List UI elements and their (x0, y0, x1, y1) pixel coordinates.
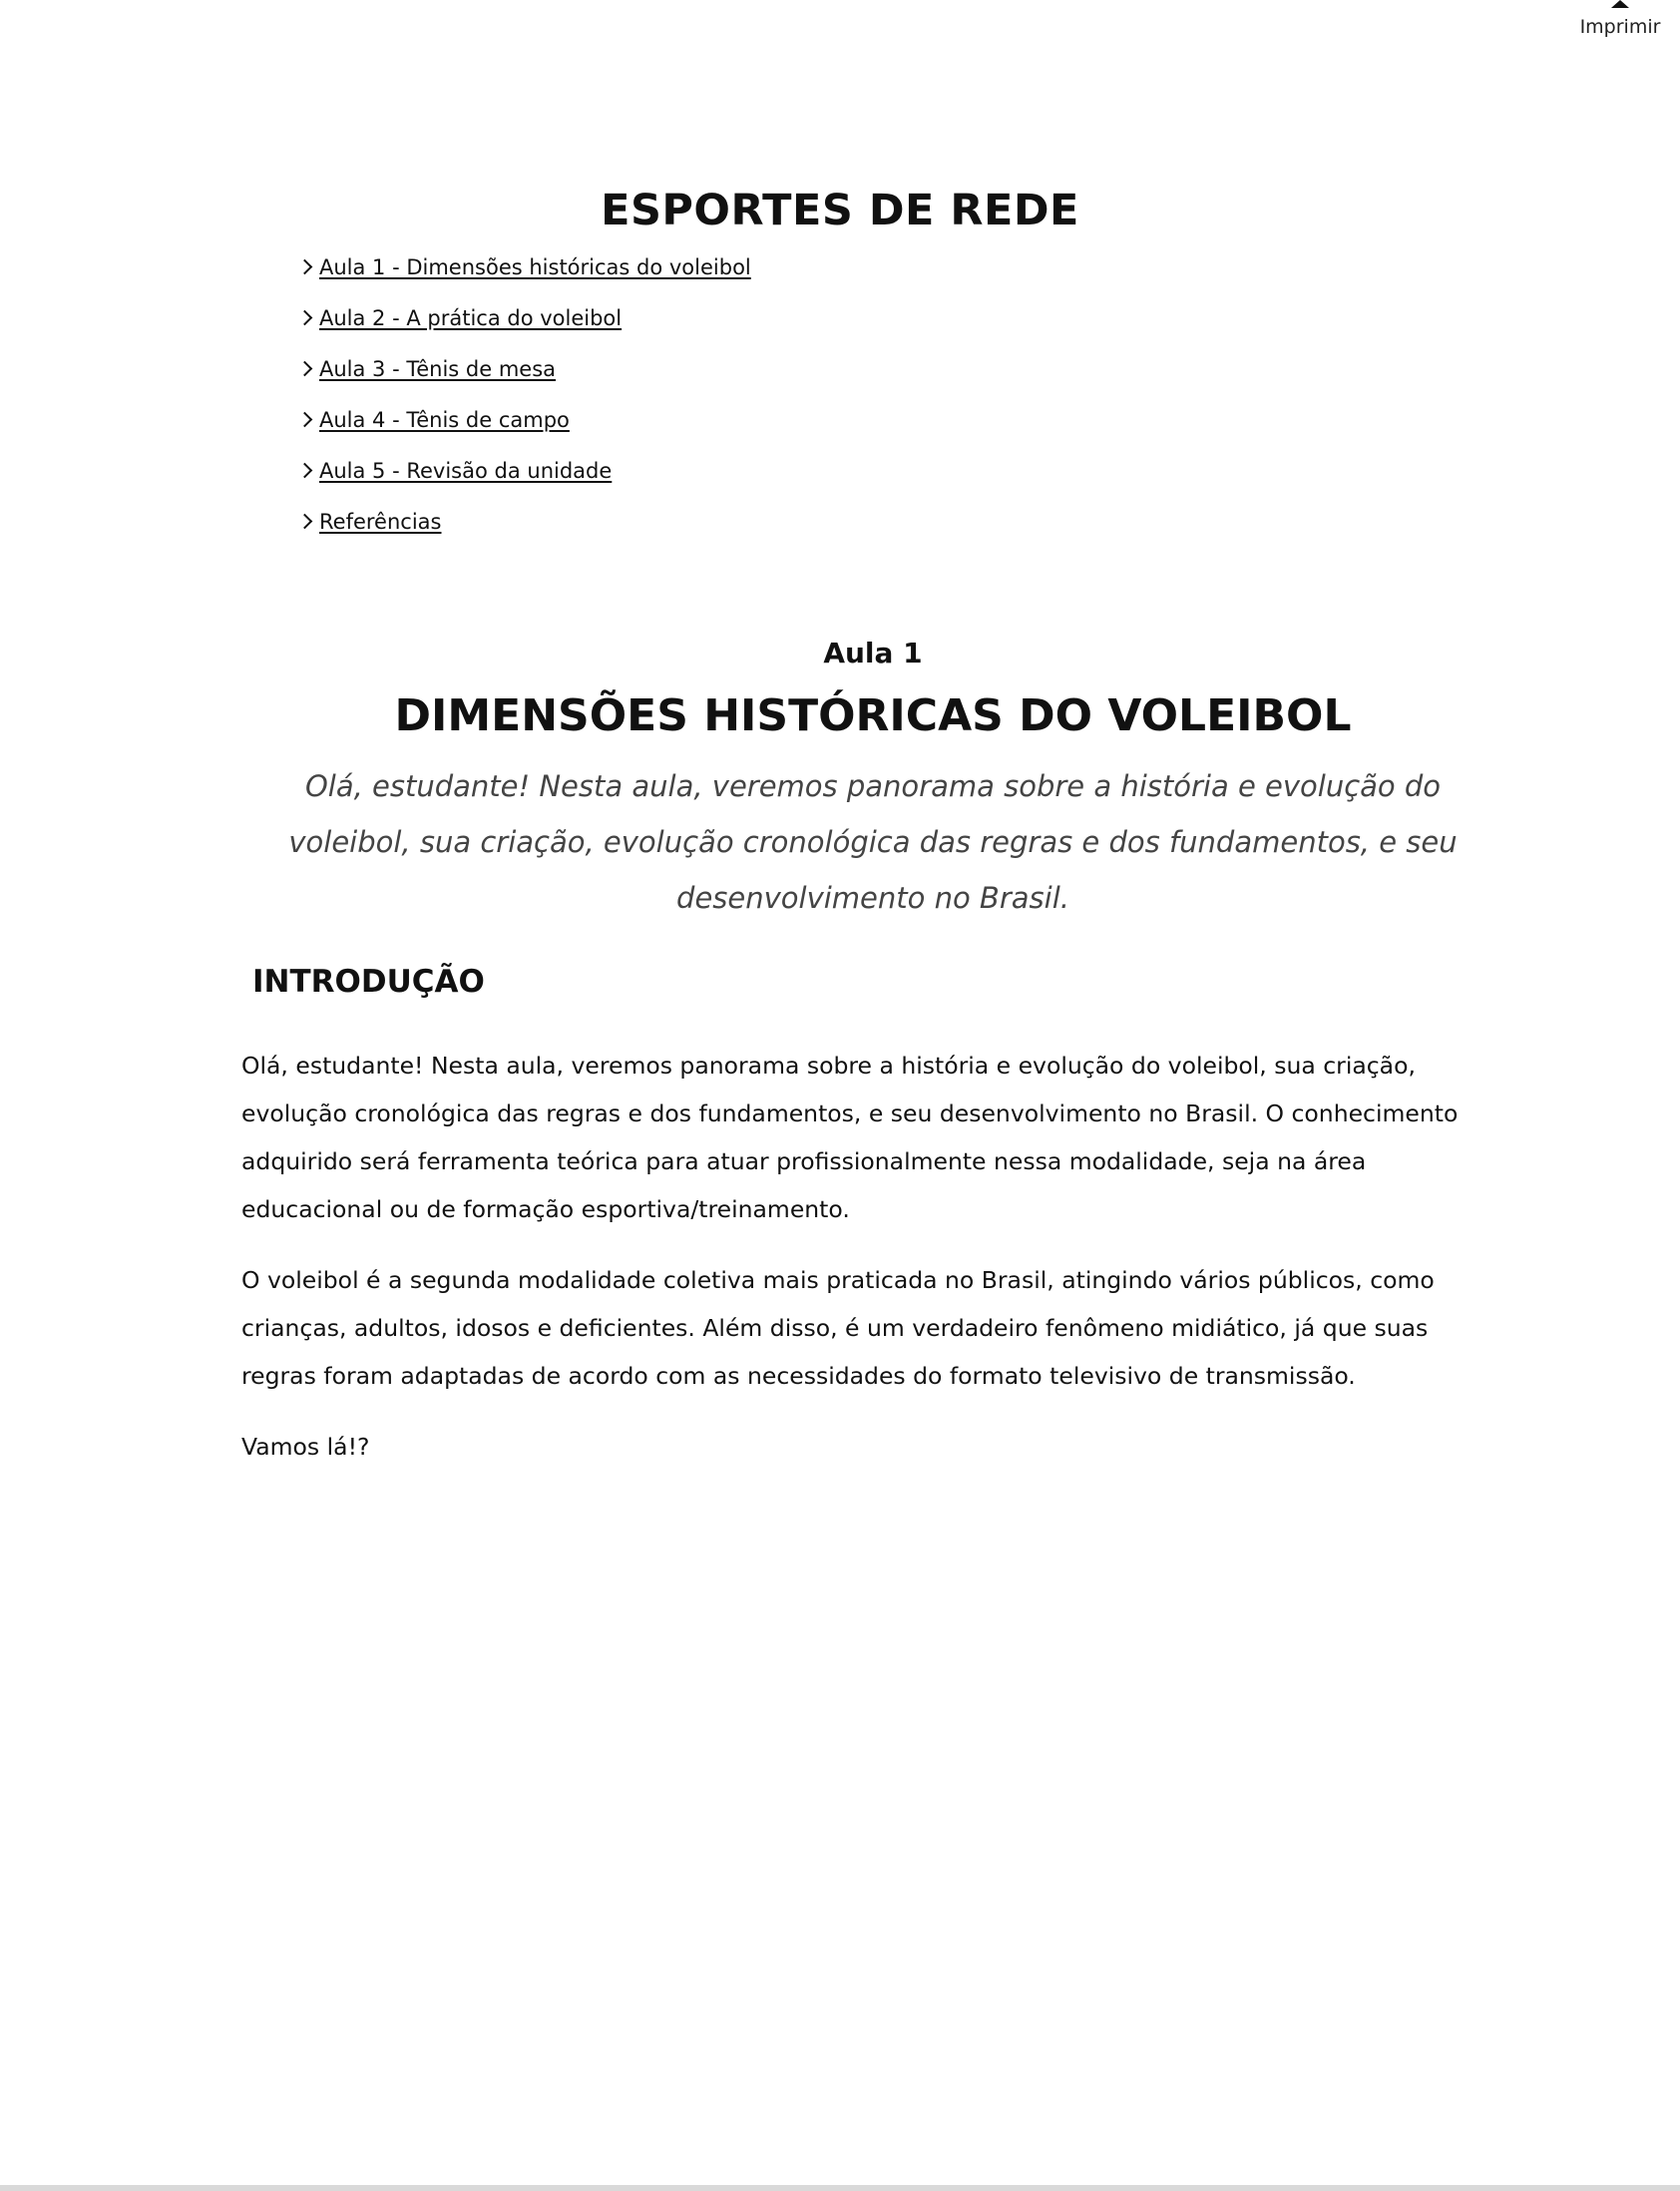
toc-link-referencias[interactable]: Referências (319, 509, 442, 534)
toc-link-aula-2[interactable]: Aula 2 - A prática do voleibol (319, 305, 623, 330)
toc-item (297, 445, 751, 496)
chevron-right-icon (297, 463, 313, 479)
table-of-contents (297, 241, 751, 547)
toc-item (297, 241, 751, 292)
lesson-title: DIMENSÕES HISTÓRICAS DO VOLEIBOL (394, 690, 1352, 741)
chevron-right-icon (297, 361, 313, 377)
toc-link-aula-5[interactable]: Aula 5 - Revisão da unidade (319, 458, 613, 483)
print-label: Imprimir (1579, 16, 1661, 38)
toc-link-aula-3[interactable]: Aula 3 - Tênis de mesa (319, 356, 557, 381)
chevron-right-icon (297, 310, 313, 326)
body-paragraph: Vamos lá!? (241, 1433, 370, 1461)
toc-link-aula-1[interactable]: Aula 1 - Dimensões históricas do voleibol (319, 254, 751, 279)
print-button[interactable] (1572, 0, 1668, 38)
section-heading: INTRODUÇÃO (252, 964, 485, 1000)
toc-link-aula-4[interactable]: Aula 4 - Tênis de campo (319, 407, 570, 432)
up-triangle-icon (1611, 0, 1629, 8)
toc-item (297, 496, 751, 547)
body-paragraph: Olá, estudante! Nesta aula, veremos panorama sobre a história e evolução do voleibol, sua criação, evolução cronológica das regras e dos fundamentos, e seu desenvolvimento no Brasil. O conhecimento adquirido será ferramenta teórica para atuar profissionalmente nessa modalidade, seja na área educacional ou de formação esportiva/treinamento. (241, 1052, 1459, 1223)
document-title: ESPORTES DE REDE (601, 186, 1079, 235)
toc-item (297, 394, 751, 445)
body-paragraph: O voleibol é a segunda modalidade coletiva mais praticada no Brasil, atingindo vários públicos, como crianças, adultos, idosos e deficientes. Além disso, é um verdadeiro fenômeno midiático, já que suas regras foram adaptadas de acordo com as necessidades do formato televisivo de transmissão. (241, 1266, 1435, 1390)
chevron-right-icon (297, 514, 313, 530)
bottom-scrollbar[interactable] (0, 2185, 1680, 2191)
lesson-label: Aula 1 (823, 637, 923, 669)
lesson-intro: Olá, estudante! Nesta aula, veremos panorama sobre a história e evolução do voleibol, sua criação, evolução cronológica das regras e dos fundamentos, e seu desenvolvimento no Brasil. (288, 769, 1458, 915)
toc-item (297, 292, 751, 343)
toc-item (297, 343, 751, 394)
chevron-right-icon (297, 259, 313, 275)
chevron-right-icon (297, 412, 313, 428)
